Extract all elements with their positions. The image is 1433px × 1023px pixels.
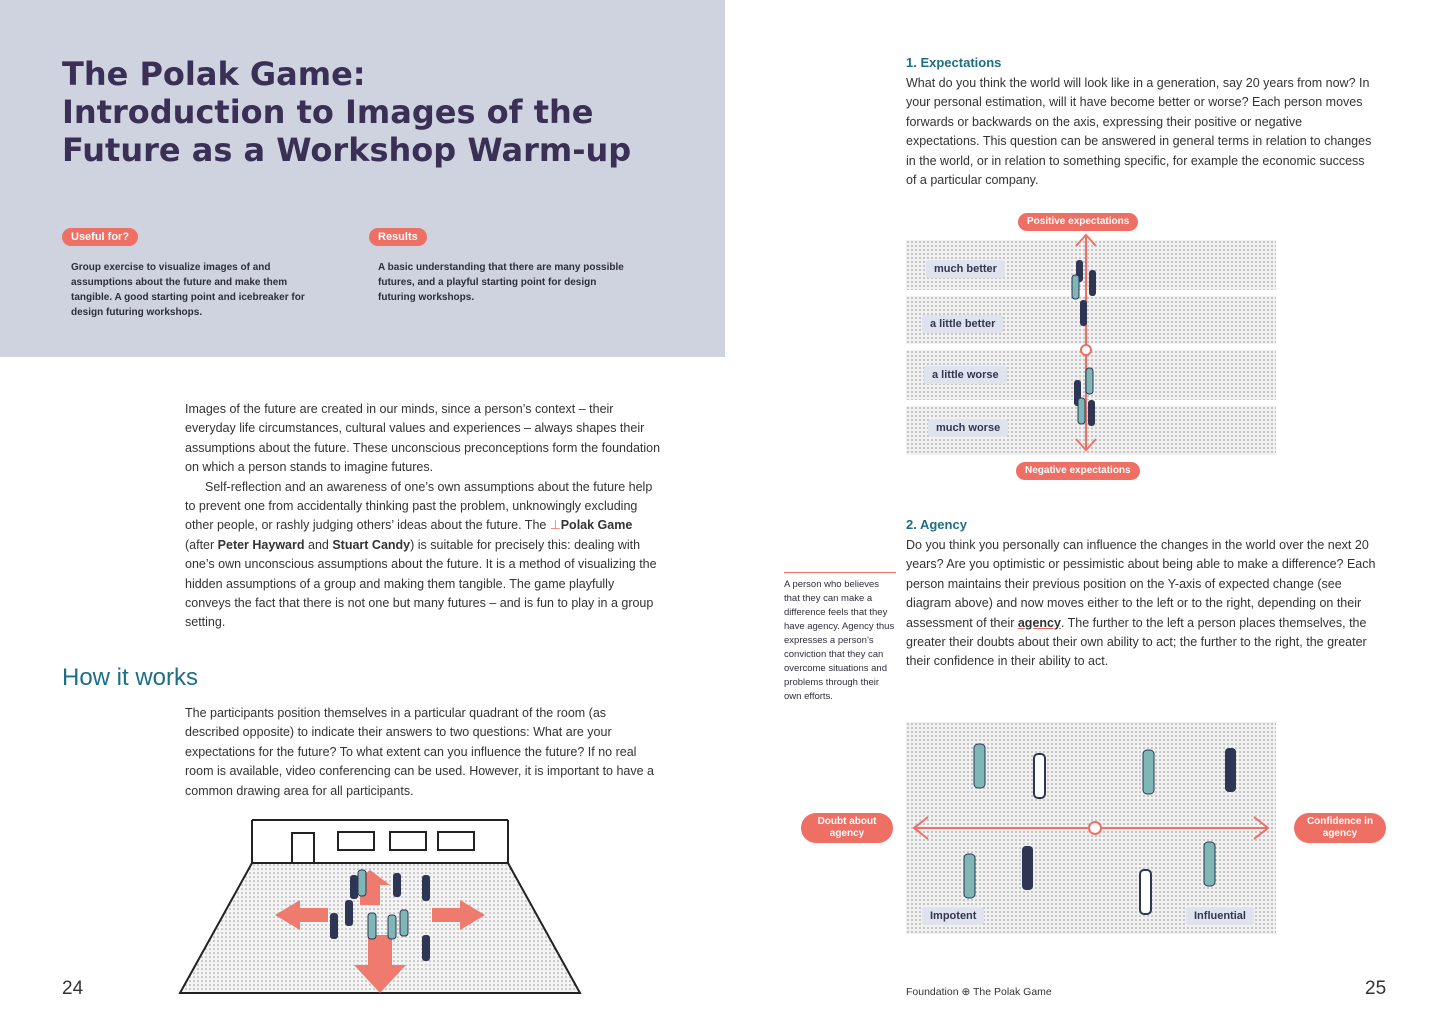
- page-title: [62, 55, 702, 169]
- title-line-2: Introduction to Images of the: [62, 93, 594, 131]
- title-line-1: The Polak Game:: [62, 55, 366, 93]
- how-it-works-text: The participants position themselves in a particular quadrant of the room (as described opposite) to indicate their answers to two questions: What are your expectations for the future? To what extent can you influence the future? If no real room is available, video conferencing can be used. However, it is important to have a common drawing area for all participants.: [185, 706, 655, 798]
- influential-label: Influential: [1186, 907, 1254, 925]
- room-illustration: [160, 815, 600, 995]
- agency-margin-note: A person who believes that they can make a difference feels that they have agency. Agency thus expresses a person’s conviction that they can overcome situations and problems through their own efforts.: [784, 579, 895, 702]
- agency-figures: [906, 722, 1276, 934]
- agency-text-end: . The further to the left a person places themselves, the greater their doubts about their own ability to act; the further to the right, the greater their confidence in their ability to act.: [906, 615, 1367, 669]
- row-label-much-better: much better: [926, 260, 1005, 278]
- impotent-label: Impotent: [922, 907, 984, 925]
- negative-expectations-label: Negative expectations: [1016, 462, 1140, 480]
- expectations-diagram: [906, 240, 1276, 455]
- agency-text-start: Do you think you personally can influence the changes in the world over the next 20 years? Are you optimistic or pessimistic about being able to make a difference? Each person maintains their previous position on the Y-axis of expected change (see diagram above) and now moves either to the left or to the right, depending on their assessment of their: [906, 538, 1376, 630]
- running-footer: Foundation ⊕ The Polak Game: [906, 986, 1052, 998]
- results-badge: Results: [369, 228, 427, 246]
- row-label-a-little-worse: a little worse: [924, 366, 1007, 384]
- margin-rule: [784, 572, 896, 573]
- expectations-text: What do you think the world will look like in a generation, say 20 years from now? In your personal estimation, will it have become better or worse? Each person moves forwards or backwards on the axis, expressing their positive or negative expectations. This question can be answered in general terms in relation to changes in the world, or in relation to something specific, for example the economic success of a particular company.: [906, 76, 1372, 188]
- polak-game-term: Polak Game: [560, 518, 633, 533]
- positive-expectations-label: Positive expectations: [1018, 213, 1138, 231]
- author-1: Peter Hayward: [217, 537, 305, 552]
- author-2: Stuart Candy: [332, 537, 411, 552]
- intro-p2-start: Self-reflection and an awareness of one’s own assumptions about the future help to prevent one from accidentally thinking past the problem, unknowingly excluding other people, or rashly judging others’ ideas about the future. The: [185, 479, 653, 533]
- page-number-right: 25: [1365, 978, 1387, 999]
- cross-reference-icon[interactable]: ⊥: [549, 518, 561, 533]
- useful-for-badge: Useful for?: [62, 228, 138, 246]
- results-text: A basic understanding that there are many possible futures, and a playful starting point for design futuring workshops.: [378, 262, 624, 303]
- intro-paragraph-2: [185, 478, 661, 633]
- confidence-in-agency-label: Confidence in agency: [1294, 813, 1386, 843]
- doubt-about-agency-label: Doubt about agency: [801, 813, 893, 843]
- intro-p2-mid: (after: [185, 537, 218, 552]
- row-label-a-little-better: a little better: [922, 315, 1003, 333]
- how-it-works-heading: How it works: [62, 664, 199, 691]
- page-number-left: 24: [62, 978, 84, 999]
- agency-text: [906, 536, 1376, 672]
- intro-text: [185, 400, 661, 633]
- intro-paragraph-1: Images of the future are created in our minds, since a person’s context – their everyday life circumstances, cultural values and experiences – always shapes their assumptions about the future. These unconscious preconceptions form the foundation on which a person stands to imagine futures.: [185, 402, 661, 475]
- intro-p2-and: and: [304, 537, 333, 552]
- useful-for-text: Group exercise to visualize images of and assumptions about the future and make them tangible. A good starting point and icebreaker for design futuring workshops.: [71, 262, 305, 318]
- title-line-3: Future as a Workshop Warm-up: [62, 131, 632, 169]
- agency-heading: 2. Agency: [906, 517, 967, 532]
- intro-p2-end: ) is suitable for precisely this: dealing with one’s own unconscious assumptions about the future. It is a method of visualizing the hidden assumptions of a group and making them tangible. The game playfully conveys the fact that there is not one but many futures – and is fun to play in a group setting.: [185, 537, 657, 630]
- vertical-axis-arrow: [1056, 230, 1116, 465]
- agency-term: agency: [1017, 615, 1061, 630]
- expectations-heading: 1. Expectations: [906, 55, 1002, 70]
- row-label-much-worse: much worse: [928, 419, 1008, 437]
